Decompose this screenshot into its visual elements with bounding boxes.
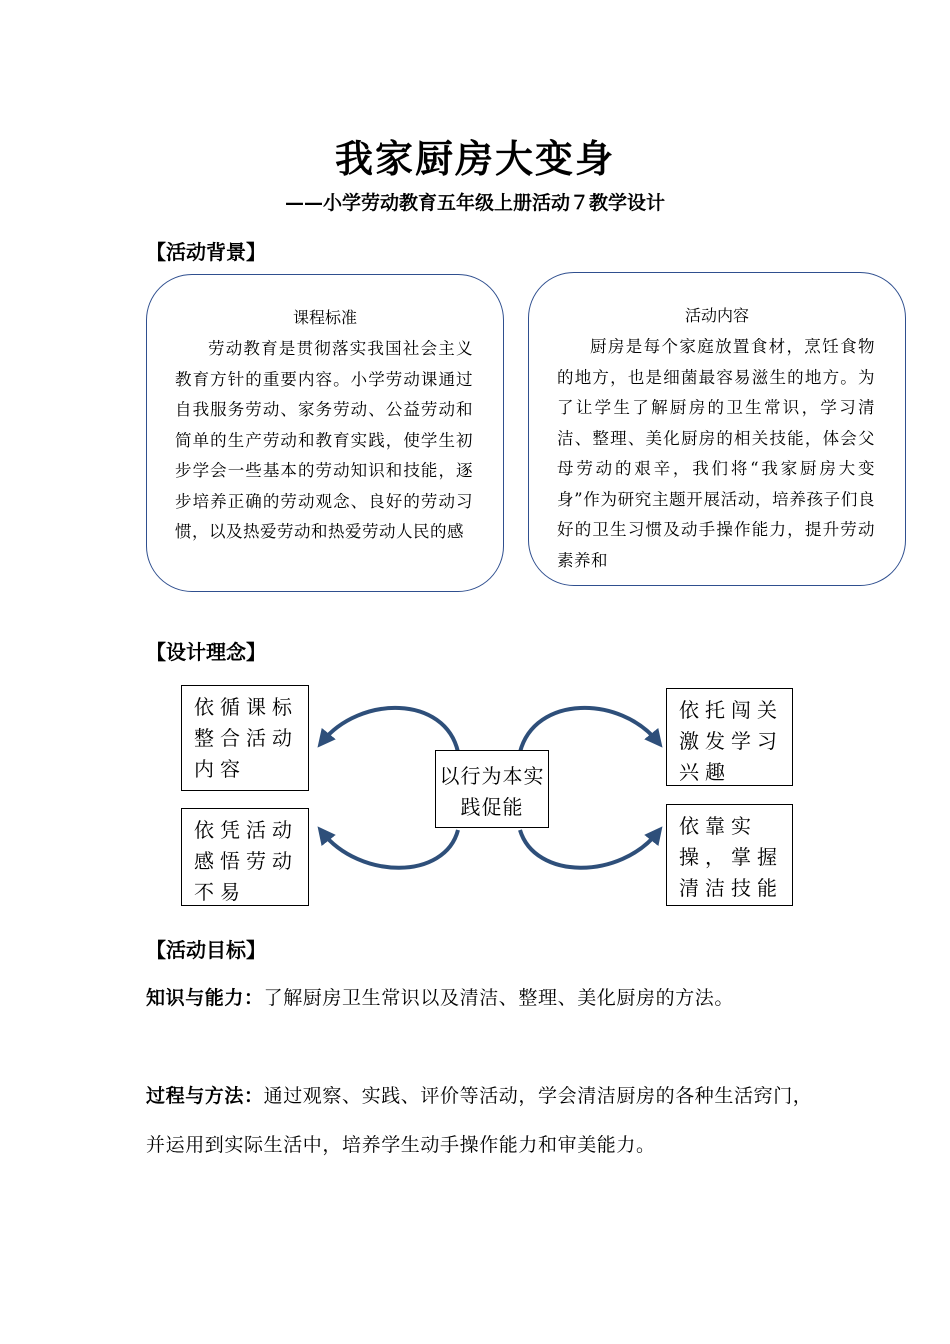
document-subtitle: ——小学劳动教育五年级上册活动７教学设计: [284, 192, 665, 214]
activity-content-title: 活动内容: [684, 306, 749, 325]
arrow-bottom-right: [520, 830, 658, 868]
activity-content-text: 厨房是每个家庭放置食材，烹饪食物的地方，也是细菌最容易滋生的地方。为了让学生了解厨房的卫生常识，学习清洁、整理、美化厨房的相关技能，体会父母劳动的艰辛，我们将“我家厨房大变身”作为研究主题开展活动，培养孩子们良好的卫生习惯及动手操作能力，提升劳动素养和: [557, 337, 875, 570]
concept-box-bottom-right: 依靠实操，掌握清洁技能: [666, 804, 793, 906]
concept-box-center: 以行为本实践促能: [435, 750, 549, 828]
knowledge-goal-text: 了解厨房卫生常识以及清洁、整理、美化厨房的方法。: [263, 987, 735, 1009]
arrow-top-right: [520, 708, 658, 752]
knowledge-goal-paragraph: [146, 974, 816, 1023]
concept-box-bottom-left: 依凭活动感悟劳动不易: [181, 808, 309, 906]
knowledge-goal-label: 知识与能力：: [146, 987, 264, 1009]
concept-box-top-right: 依托闯关激发学习兴趣: [666, 688, 793, 786]
background-heading: 【活动背景】: [146, 240, 266, 264]
arrow-bottom-left: [322, 830, 458, 868]
concept-box-top-left: 依循课标整合活动内容: [181, 685, 309, 791]
process-goal-paragraph: [146, 1072, 816, 1170]
curriculum-standard-text: 劳动教育是贯彻落实我国社会主义教育方针的重要内容。小学劳动课通过自我服务劳动、家务劳动、公益劳动和简单的生产劳动和教育实践，使学生初步学会一些基本的劳动知识和技能，逐步培养正确的劳动观念、良好的劳动习惯，以及热爱劳动和热爱劳动人民的感: [175, 339, 473, 541]
document-title: 我家厨房大变身: [334, 136, 615, 181]
curriculum-standard-title: 课程标准: [292, 308, 357, 327]
process-goal-text: 通过观察、实践、评价等活动，学会清洁厨房的各种生活窍门，并运用到实际生活中，培养学生动手操作能力和审美能力。: [146, 1085, 813, 1156]
goals-heading: 【活动目标】: [146, 938, 266, 962]
design-heading: 【设计理念】: [146, 640, 266, 664]
process-goal-label: 过程与方法：: [146, 1085, 264, 1107]
arrow-top-left: [322, 708, 458, 752]
